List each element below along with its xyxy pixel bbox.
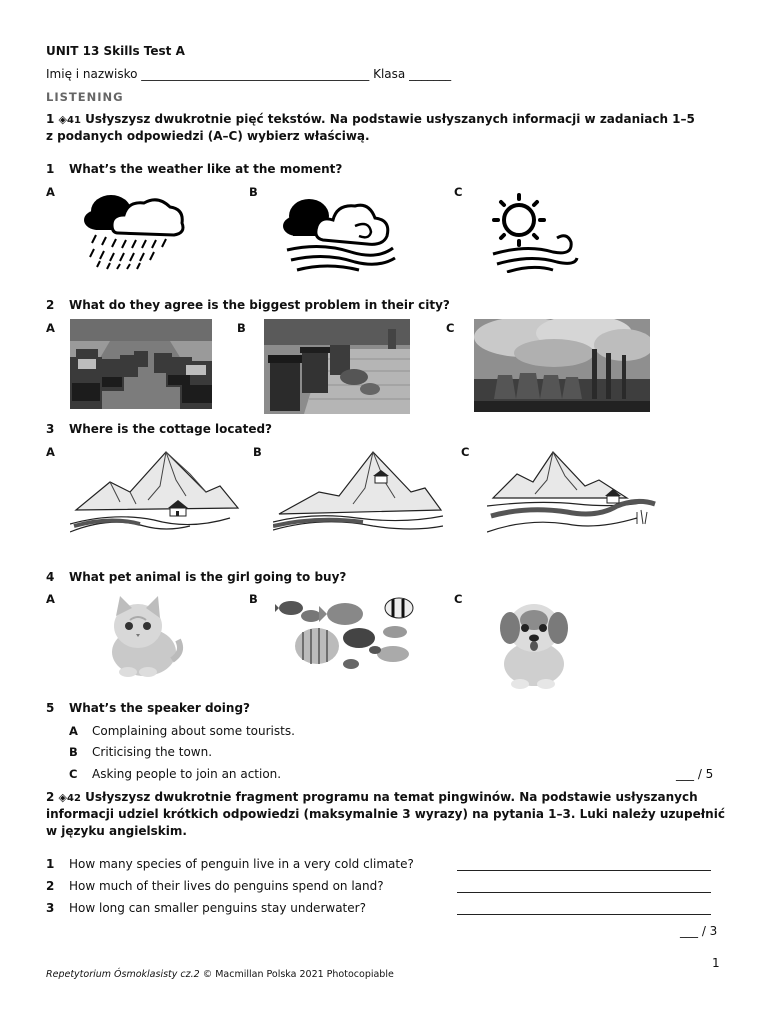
q2-option-a-label: A [46, 321, 55, 335]
t2-q1-text: How many species of penguin live in a very cold climate? [69, 857, 414, 871]
task1-instruction-line1: Usłyszysz dwukrotnie pięć tekstów. Na podstawie usłyszanych informacji w zadaniach 1–5 [85, 112, 695, 126]
factory-pollution-photo[interactable] [474, 319, 650, 412]
q2-number: 2 [46, 298, 55, 312]
rain-cloud-icon[interactable] [78, 185, 193, 270]
q3-number: 3 [46, 422, 55, 436]
t2-q3-number: 3 [46, 901, 55, 915]
t2-q2-text: How much of their lives do penguins spend on land? [69, 879, 384, 893]
task2-instruction [46, 790, 725, 838]
q3-option-b-label: B [253, 445, 262, 459]
t2-q2-number: 2 [46, 879, 55, 893]
name-row [46, 67, 451, 81]
q4-option-b-label: B [249, 592, 258, 606]
task1-score[interactable]: ___ / 5 [676, 767, 714, 781]
rubbish-street-photo[interactable] [264, 319, 410, 414]
q3-option-c-label: C [461, 445, 470, 459]
q3-text: Where is the cottage located? [69, 422, 273, 436]
q1-text: What’s the weather like at the moment? [69, 162, 343, 176]
q5-option-c-text[interactable]: Asking people to join an action. [92, 767, 282, 781]
task1-track: 41 [67, 115, 81, 126]
q4-option-c-label: C [454, 592, 463, 606]
mountain-cottage-foot-drawing[interactable] [70, 446, 240, 536]
q5-number: 5 [46, 701, 55, 715]
mountain-cottage-river-drawing[interactable] [487, 446, 659, 536]
t2-q3-text: How long can smaller penguins stay underwater? [69, 901, 366, 915]
footer-book-title: Repetytorium Ósmoklasisty cz.2 [46, 969, 200, 980]
task2-instruction-line2: informacji udziel krótkich odpowiedzi (maksymalnie 3 wyrazy) na pytania 1–3. Luki należy uzupełnić [46, 807, 725, 821]
section-title: LISTENING [46, 90, 124, 104]
mountain-cottage-top-drawing[interactable] [273, 446, 443, 536]
q5-option-c-label[interactable]: C [69, 767, 78, 781]
q2-option-c-label: C [446, 321, 455, 335]
q4-option-a-label: A [46, 592, 55, 606]
unit-title: UNIT 13 Skills Test A [46, 44, 185, 58]
q3-option-a-label: A [46, 445, 55, 459]
task2-track: 42 [67, 793, 81, 804]
sunny-windy-icon[interactable] [487, 188, 582, 273]
t2-q2-answer-line[interactable] [457, 892, 711, 893]
audio-track-icon: ◈ [58, 113, 68, 126]
footer-copyright: © Macmillan Polska 2021 Photocopiable [202, 969, 394, 980]
footer [46, 969, 394, 980]
q5-option-b-text[interactable]: Criticising the town. [92, 745, 213, 759]
task1-instruction-line2: z podanych odpowiedzi (A–C) wybierz właściwą. [46, 129, 370, 143]
name-label: Imię i nazwisko [46, 67, 138, 81]
task2-number: 2 [46, 790, 55, 804]
q4-number: 4 [46, 570, 55, 584]
t2-q3-answer-line[interactable] [457, 914, 711, 915]
q5-option-b-label[interactable]: B [69, 745, 78, 759]
q2-text: What do they agree is the biggest problem in their city? [69, 298, 450, 312]
task1-instruction [46, 112, 726, 143]
kitten-photo[interactable] [100, 590, 184, 680]
t2-q1-number: 1 [46, 857, 55, 871]
page-number: 1 [712, 956, 720, 970]
q1-option-b-label: B [249, 185, 258, 199]
task2-instruction-line1: Usłyszysz dwukrotnie fragment programu na temat pingwinów. Na podstawie usłyszanych [85, 790, 698, 804]
q1-option-a-label: A [46, 185, 55, 199]
windy-cloud-icon[interactable] [281, 190, 401, 275]
puppy-photo[interactable] [484, 590, 584, 690]
q1-number: 1 [46, 162, 55, 176]
q4-text: What pet animal is the girl going to buy? [69, 570, 347, 584]
q5-text: What’s the speaker doing? [69, 701, 250, 715]
q1-option-c-label: C [454, 185, 463, 199]
class-field[interactable]: _______ [409, 67, 452, 81]
tropical-fish-photo[interactable] [275, 594, 425, 674]
q5-option-a-text[interactable]: Complaining about some tourists. [92, 724, 295, 738]
name-field[interactable]: ______________________________________ [141, 67, 370, 81]
t2-q1-answer-line[interactable] [457, 870, 711, 871]
task2-instruction-line3: w języku angielskim. [46, 824, 187, 838]
q5-option-a-label[interactable]: A [69, 724, 78, 738]
class-label: Klasa [373, 67, 406, 81]
task2-score[interactable]: ___ / 3 [680, 924, 718, 938]
task1-number: 1 [46, 112, 55, 126]
q2-option-b-label: B [237, 321, 246, 335]
traffic-jam-photo[interactable] [70, 319, 212, 409]
audio-track-icon: ◈ [58, 791, 68, 804]
